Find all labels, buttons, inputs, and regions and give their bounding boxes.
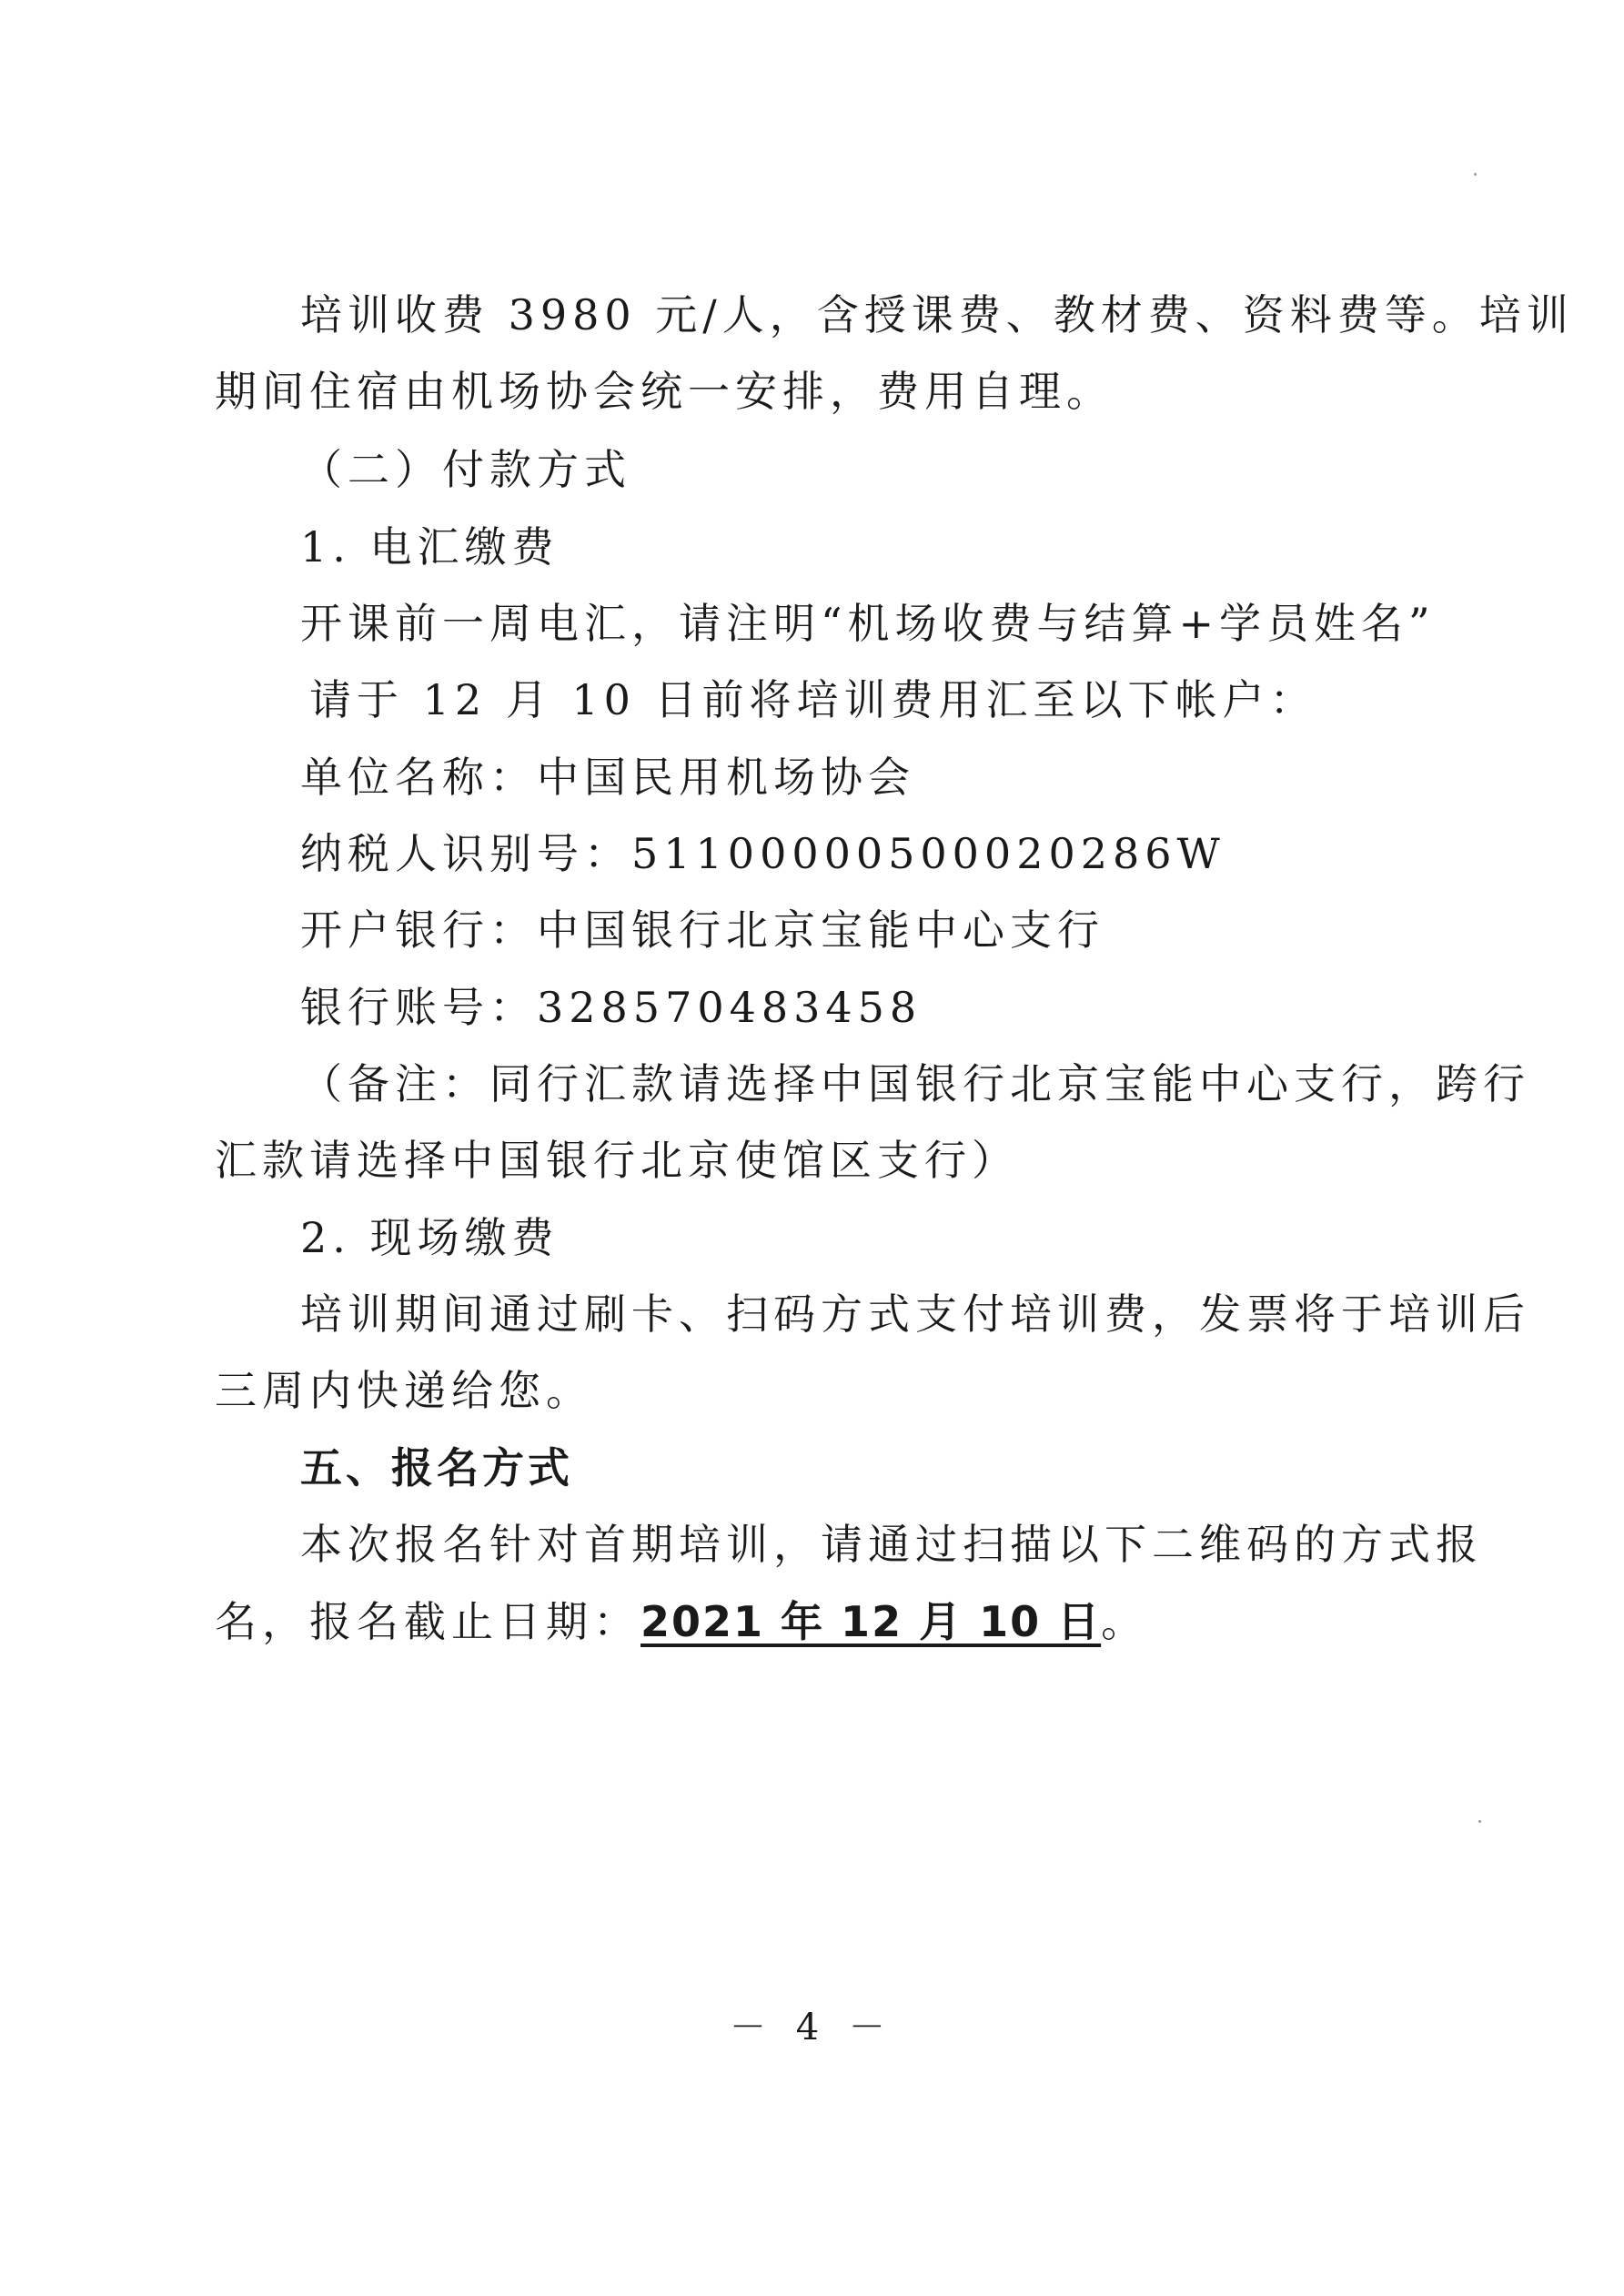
payment-heading: （二）付款方式 — [300, 445, 631, 494]
wire-deadline: 请于 12 月 10 日前将培训费用汇至以下帐户： — [309, 675, 1317, 724]
registration-line-2 — [215, 1596, 1148, 1647]
onsite-line-1: 培训期间通过刷卡、扫码方式支付培训费，发票将于培训后 — [300, 1290, 1530, 1339]
registration-line-1: 本次报名针对首期培训，请通过扫描以下二维码的方式报 — [300, 1520, 1483, 1569]
registration-line-end: 。 — [1101, 1597, 1149, 1646]
registration-heading: 五、报名方式 — [300, 1443, 573, 1492]
onsite-line-2: 三周内快递给您。 — [215, 1366, 593, 1415]
onsite-heading: 2. 现场缴费 — [300, 1213, 560, 1262]
scan-speck — [1474, 173, 1477, 176]
remark-line-1: （备注：同行汇款请选择中国银行北京宝能中心支行，跨行 — [300, 1059, 1530, 1108]
page-number: － 4 － — [730, 2007, 894, 2048]
bank-account: 银行账号：328570483458 — [300, 983, 923, 1032]
remark-line-2: 汇款请选择中国银行北京使馆区支行） — [215, 1136, 1019, 1185]
scan-speck — [1478, 1820, 1481, 1823]
unit-name: 单位名称：中国民用机场协会 — [300, 753, 915, 802]
fee-line-1: 培训收费 3980 元/人，含授课费、教材费、资料费等。培训 — [300, 290, 1574, 339]
wire-note: 开课前一周电汇，请注明“机场收费与结算+学员姓名” — [300, 599, 1436, 648]
wire-heading: 1. 电汇缴费 — [300, 522, 560, 571]
bank-name: 开户银行：中国银行北京宝能中心支行 — [300, 905, 1105, 955]
tax-id: 纳税人识别号：51100000500020286W — [300, 829, 1226, 878]
registration-deadline-label: 名，报名截止日期： — [215, 1597, 641, 1646]
registration-deadline-date: 2021 年 12 月 10 日 — [641, 1597, 1102, 1646]
fee-line-2: 期间住宿由机场协会统一安排，费用自理。 — [215, 367, 1114, 416]
